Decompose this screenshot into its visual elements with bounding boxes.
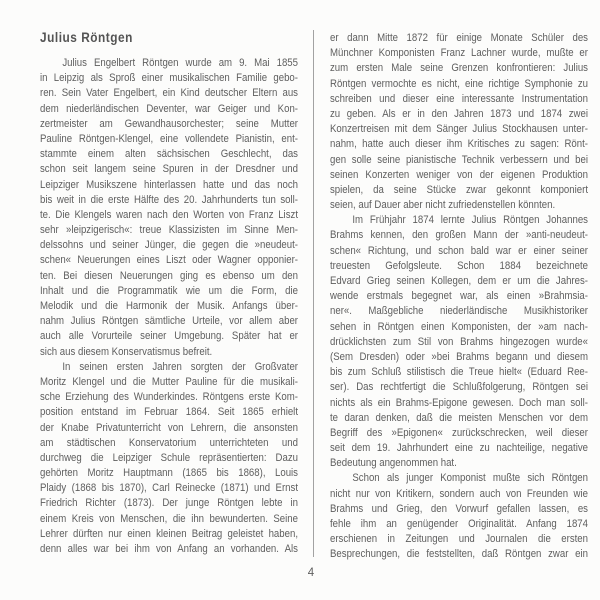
text-line: bis weit in die erste Hälfte des 20. Jahrhunderts tun soll-: [40, 193, 298, 206]
right-column: [330, 31, 588, 563]
text-line: ner«. Maßgebliche niederländische Musikhistoriker: [330, 305, 588, 318]
text-line: in Leipzig als Sproß einer musikalischen Familie gebo-: [40, 72, 298, 85]
text-line: Friedrich Richter (1873). Der junge Röntgen lebte in: [40, 497, 298, 510]
text-line: Besprechungen, die feststellten, daß Röntgen zwar ein: [330, 548, 588, 561]
text-line: te daran denken, daß die meisten Menschen vor dem: [330, 411, 588, 424]
text-line: bis zum Schluß stilistisch die Treue hielt« (Eduard Ree-: [330, 366, 588, 379]
paragraph: [40, 56, 298, 360]
text-line: am städtischen Konservatorium unterrichteten und: [40, 436, 298, 449]
page-number: 4: [307, 567, 315, 579]
text-line: nahm Julius Röntgen sämtliche Urteile, vor allem aber: [40, 315, 298, 328]
text-line: sche Erziehung des Wunderkindes. Röntgens erste Kom-: [40, 391, 298, 404]
text-line: Leipziger Musikszene hinterlassen hatte und das noch: [40, 178, 298, 191]
left-column-text: [40, 56, 298, 557]
text-line: Julius Engelbert Röntgen wurde am 9. Mai 1855: [62, 57, 298, 69]
text-line: nichts als ein Brahms-Epigone gewesen. Doch man soll-: [330, 396, 588, 409]
text-line: ren. Sein Vater Engelbert, ein Kind deutscher Eltern aus: [40, 87, 298, 100]
text-line: Inhalt und die Programmatik wie um die Form, die: [40, 284, 298, 297]
text-line: Im Frühjahr 1874 lernte Julius Röntgen Johannes: [352, 214, 588, 227]
text-line: denn alles war bei ihm von Anfang an vorhanden. Als: [40, 543, 298, 555]
text-line: er dann Mitte 1872 für einige Monate Schüler des: [330, 32, 588, 44]
paragraph: [330, 471, 588, 562]
paragraph: [40, 360, 298, 557]
text-line: Konzertreisen mit dem Sänger Julius Stockhausen unter-: [330, 123, 588, 136]
text-line: durchweg die Leipziger Schule repräsentierten: Dazu: [40, 451, 298, 464]
paragraph: [330, 213, 588, 471]
text-line: Plaidy (1868 bis 1870), Carl Reinecke (1871) und Ernst: [40, 482, 298, 495]
text-line: In seinen ersten Jahren sorgten der Großvater: [62, 360, 298, 373]
text-line: Münchner Komponisten Franz Lachner wurde, mußte er: [330, 47, 588, 60]
text-line: schen« Richtung, und schon bald war er einer seiner: [330, 244, 588, 257]
text-line: seit dem 19. Jahrhundert eine zu nachteilige, negative: [330, 442, 588, 455]
text-line: Begriff des »Epigonen« zurückschrecken, weil dieser: [330, 426, 588, 439]
text-line: ser). Das rechtfertigt die Schlußfolgerung, Röntgen sei: [330, 381, 588, 394]
paragraph: [330, 31, 588, 213]
text-line: einem Kreis von Menschen, die ihn bewunderten. Seine: [40, 512, 298, 525]
text-line: Edvard Grieg seinen Kollegen, dem er um die Jahres-: [330, 275, 588, 287]
text-line: drücklichsten zum Stil von Brahms hingezogen wurde«: [330, 335, 588, 348]
text-line: sich aus diesem Konservatismus befreit.: [40, 345, 213, 358]
text-line: Pauline Röntgen-Klengel, eine vollendete Pianistin, ent-: [40, 132, 298, 145]
right-column-text: [330, 31, 588, 563]
text-line: sehen in Röntgen einen Komponisten, der »am nach-: [330, 320, 588, 333]
text-line: gehörten Moritz Hauptmann (1865 bis 1868), Louis: [40, 467, 298, 480]
text-line: schreiben und dieser eine interessante Instrumentation: [330, 92, 588, 105]
text-line: zu geben. Als er in den Jahren 1873 und 1874 zwei: [330, 107, 588, 120]
text-line: erschienen in Zeitungen und Journalen die ersten: [330, 533, 588, 546]
text-line: Lehrer dürften nur einen kleinen Beitrag geleistet haben,: [40, 527, 298, 540]
text-line: treuesten Gefolgsleute. Schon 1884 bezeichnete: [330, 259, 588, 272]
text-line: gen solle seine pianistische Technik verbessern und bei: [330, 153, 588, 166]
left-column: [40, 30, 298, 557]
text-line: Brahms kennen, den großen Mann der »anti-neudeut-: [330, 229, 588, 242]
text-line: delssohns und seiner Jünger, die gegen die »neudeut-: [40, 239, 298, 252]
text-line: seien, auf Dauer aber nicht zufriedenstellen könnten.: [330, 199, 556, 212]
text-line: te. Die Klengels waren nach den Worten von Franz Liszt: [40, 208, 298, 221]
text-line: nicht nur von Kritikern, sondern auch von Freunden wie: [330, 487, 588, 500]
text-line: Röntgen vermochte es nicht, eine richtige Symphonie zu: [330, 77, 588, 90]
text-line: Bedeutung angenommen hat.: [330, 457, 457, 470]
text-line: Brahms und Grieg, den Vorwurf gefallen lassen, es: [330, 502, 588, 515]
page-title: Julius Röntgen: [40, 30, 133, 45]
text-line: stammte einem alten sächsischen Geschlecht, das: [40, 148, 298, 161]
text-line: sehr »leipzigerisch«: treue Klassizisten im Sinne Men-: [40, 224, 298, 237]
text-line: Schon als junger Komponist mußte sich Röntgen: [352, 472, 588, 485]
text-line: (Sem Dresden) oder »bei Brahms begann und diesem: [330, 350, 588, 363]
text-line: zum ersten Male seine Grenzen konfrontieren: Julius: [330, 62, 588, 75]
text-line: schon seit langem seine Spuren in der Dresdner und: [40, 163, 298, 176]
text-line: Moritz Klengel und die Mutter Pauline für die musikali-: [40, 375, 298, 388]
text-line: auch alle Vorurteile seiner Umgebung. Später hat er: [40, 330, 298, 343]
text-line: nahm, hatte auch dieser ihm Kritisches zu sagen: Rönt-: [330, 138, 588, 151]
text-line: schen« Neuerungen eines Liszt oder Wagner opponier-: [40, 254, 298, 267]
text-line: ten. Bei diesen Neuerungen ging es ebenso um den: [40, 269, 298, 282]
text-line: Melodik und die Harmonik der Musik. Anfangs über-: [40, 300, 298, 312]
column-divider: [313, 30, 314, 557]
text-line: spielen, da seine Stücke zwar gekonnt komponiert: [330, 183, 588, 196]
text-line: zertmeister am Gewandhausorchester; seine Mutter: [40, 117, 298, 130]
text-line: fehle ihm an genügender Originalität. Anfang 1874: [330, 518, 588, 530]
text-line: dem niederländischen Deventer, war Geiger und Kon-: [40, 102, 298, 115]
text-line: der Knabe Privatunterricht von Lehrern, die ansonsten: [40, 421, 298, 434]
text-line: seinen Konzerten weniger von der eigenen Produktion: [330, 168, 588, 181]
text-line: wende erstmals begegnet war, als einen »Brahmsia-: [330, 290, 588, 303]
text-line: position entstand im Februar 1864. Seit 1865 erhielt: [40, 406, 298, 419]
